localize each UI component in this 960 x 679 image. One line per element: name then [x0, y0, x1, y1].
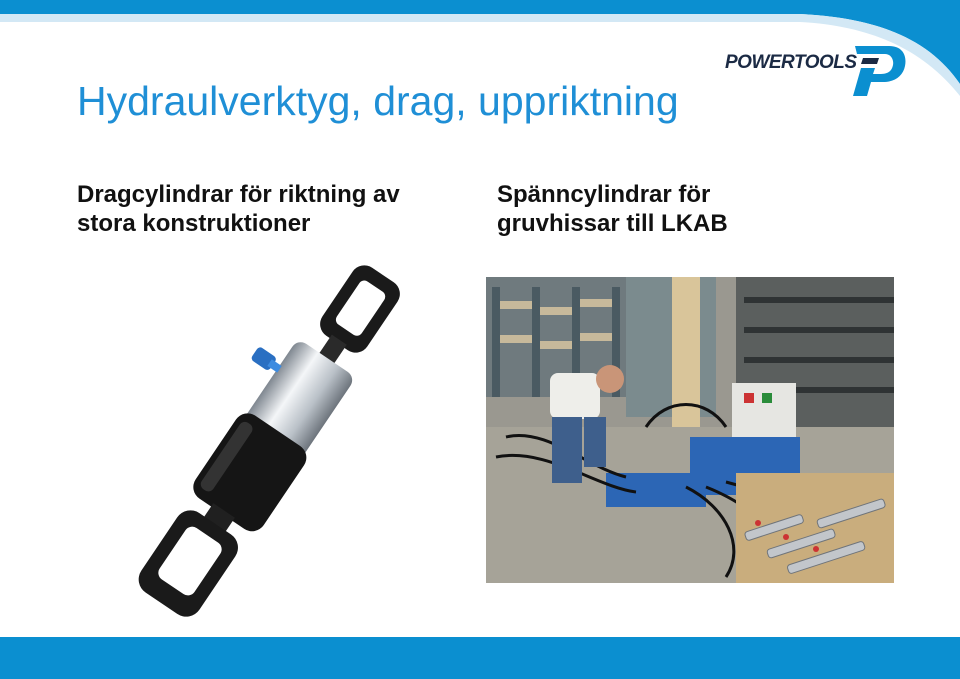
right-caption [497, 180, 728, 238]
workshop-tension-cylinders-photo [486, 277, 894, 583]
logo-word-power: POWER [725, 52, 794, 73]
right-caption-line1: Spänncylindrar för [497, 181, 711, 208]
logo-wordmark [725, 52, 857, 74]
logo-word-tools: TOOLS [793, 52, 857, 73]
left-caption [77, 180, 400, 238]
right-caption-line2: gruvhissar till LKAB [497, 210, 728, 237]
footer-bar [0, 637, 960, 679]
slide-title: Hydraulverktyg, drag, uppriktning [77, 78, 679, 124]
left-caption-line2: stora konstruktioner [77, 210, 311, 237]
powertools-p-logo-icon [849, 40, 909, 98]
powertools-logo [725, 38, 925, 100]
pull-cylinder-photo [130, 250, 420, 620]
left-caption-line1: Dragcylindrar för riktning av [77, 181, 400, 208]
